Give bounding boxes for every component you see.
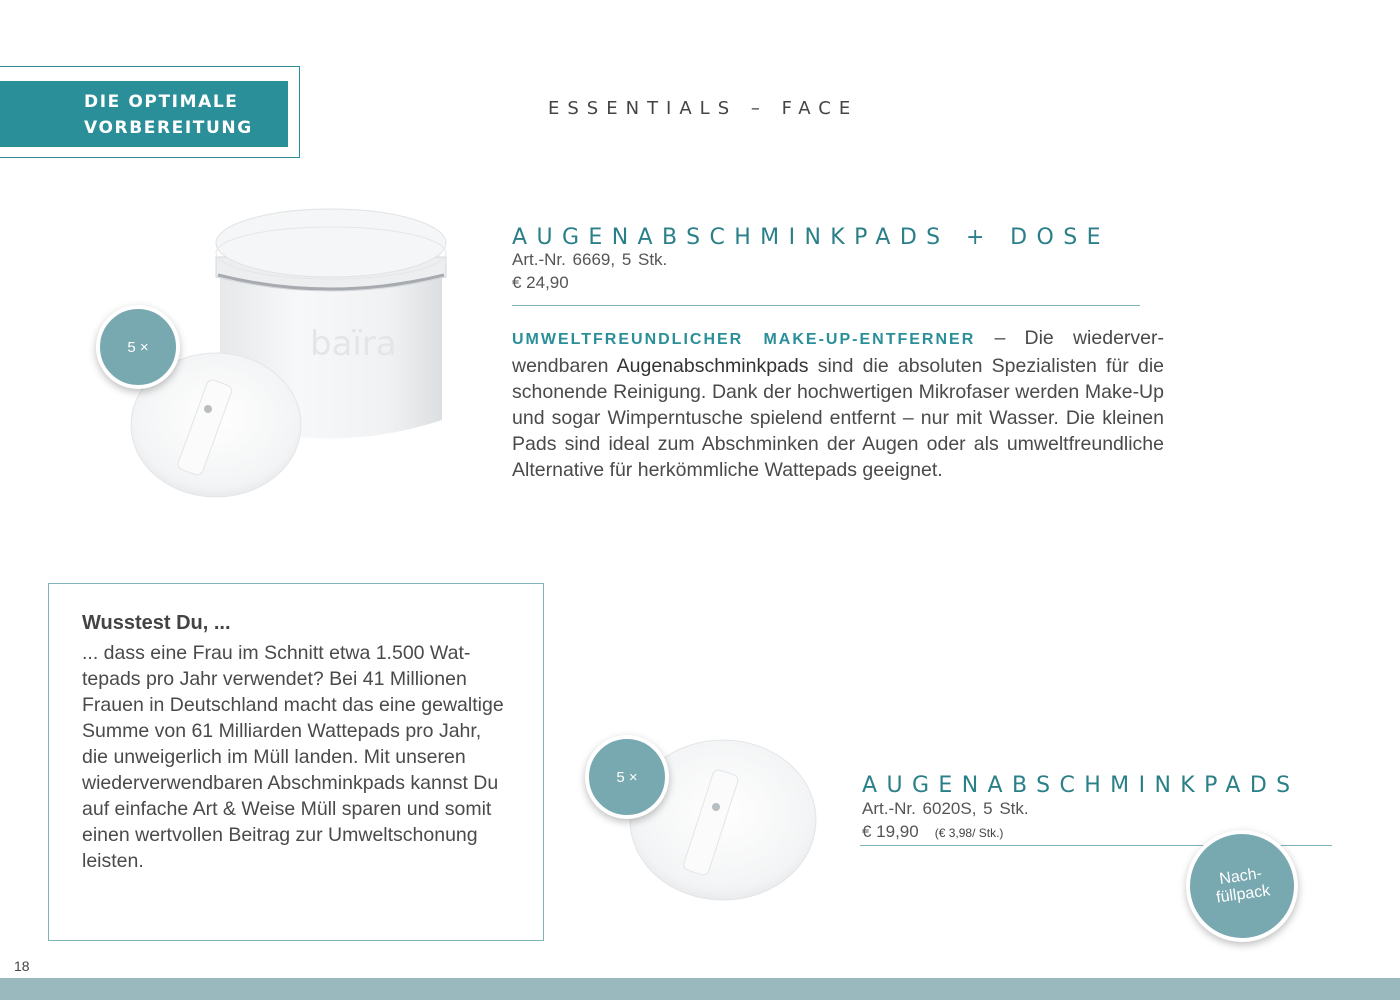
section-title: ESSENTIALS – FACE bbox=[548, 98, 859, 119]
chapter-label bbox=[84, 89, 253, 141]
price-value: € 19,90 bbox=[862, 822, 919, 841]
product-description bbox=[512, 325, 1164, 483]
divider bbox=[512, 305, 1140, 306]
article-number: Art.-Nr. 6669, 5 Stk. bbox=[512, 250, 668, 269]
chapter-label-line2: VORBEREITUNG bbox=[84, 118, 253, 138]
refill-line2: füllpack bbox=[1215, 882, 1272, 907]
quantity-badge: 5 × bbox=[585, 735, 669, 819]
description-dash: – Die wiederverwendbaren bbox=[512, 327, 1165, 377]
refill-line1: Nach- bbox=[1218, 865, 1263, 888]
footer-bar bbox=[0, 978, 1400, 1000]
fact-text: ... dass eine Frau im Schnitt etwa 1.500 Wattepads pro Jahr verwendet? Bei 41 Millionen Frauen in Deutschland macht das eine gewaltige Summe von 61 Milliarden Wattepads pro Jahr, die unweigerlich im Müll landen. Mit unseren wiederverwendbaren Abschminkpads kannst Du auf einfache Art & Weise Müll sparen und somit einen wertvollen Beitrag zur Umweltschonung leisten. bbox=[82, 642, 504, 872]
description-highlight: Augenabschminkpads bbox=[616, 355, 809, 377]
description-lead: UMWELTFREUNDLICHER MAKE-UP-ENTFERNER bbox=[512, 331, 976, 348]
tin-logo: baïra bbox=[310, 324, 397, 364]
description-rest: sind die absoluten Spezialisten für die schonende Reinigung. Dank der hochwertigen Mikrofaser werden Make-Up und sogar Wimperntusche spielend entfernt – nur mit Wasser. Die kleinen Pads sind ideal zum Abschminken der Augen oder als umweltfreundliche Alternative für herkömmliche Wattepads geeignet. bbox=[512, 355, 1164, 481]
fact-title: Wusstest Du, ... bbox=[82, 612, 231, 634]
unit-price: (€ 3,98/ Stk.) bbox=[934, 826, 1004, 840]
product-title: AUGENABSCHMINKPADS + DOSE bbox=[512, 225, 1110, 250]
article-number: Art.-Nr. 6020S, 5 Stk. bbox=[862, 799, 1029, 818]
chapter-label-line1: DIE OPTIMALE bbox=[84, 92, 239, 112]
price bbox=[862, 822, 1003, 842]
page-number: 18 bbox=[14, 958, 30, 974]
price: € 24,90 bbox=[512, 273, 569, 292]
refill-badge bbox=[1179, 823, 1305, 949]
quantity-badge: 5 × bbox=[96, 305, 180, 389]
product-title: AUGENABSCHMINKPADS bbox=[862, 773, 1300, 798]
